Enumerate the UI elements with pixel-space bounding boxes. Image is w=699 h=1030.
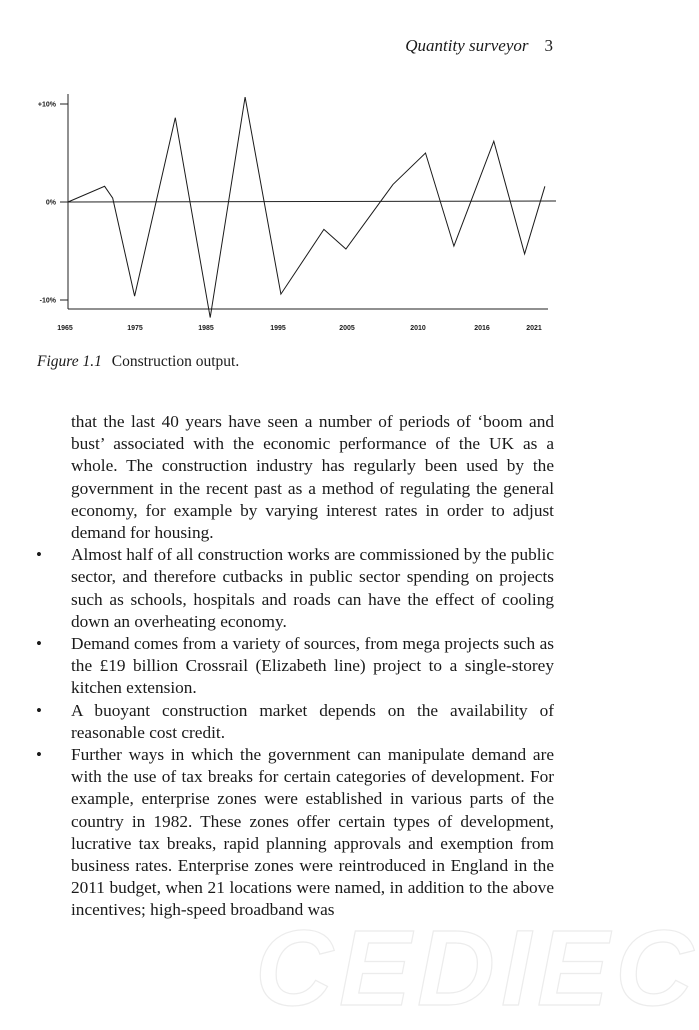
bullet-item: • Demand comes from a variety of sources, from mega projects such as the £19 billion Crossrail (Elizabeth line) project to a single-storey kitchen extension. [71, 633, 554, 700]
x-tick-label: 1985 [198, 325, 214, 332]
figure-caption-text: Construction output. [111, 353, 240, 370]
series-line [68, 97, 545, 318]
x-tick-label: 2010 [410, 325, 426, 332]
y-tick-label: +10% [37, 101, 56, 109]
bullet-item: • Further ways in which the government can manipulate demand are with the use of tax breaks for certain categories of development. For example, enterprise zones were established in various parts of the country in 1982. These zones offer certain types of development, lucrative tax breaks, rapid planning approvals and exemption from business rates. Enterprise zones were reintroduced in England in the 2011 budget, when 21 locations were named, in addition to the above incentives; high-speed broadband was [71, 744, 554, 922]
x-tick-label: 2021 [526, 325, 542, 332]
bullet-item: • A buoyant construction market depends on the availability of reasonable cost credit. [71, 700, 554, 744]
body-text [71, 411, 554, 922]
x-axis-ticks [57, 325, 542, 332]
x-tick-label: 2005 [339, 325, 355, 332]
running-head-title: Quantity surveyor [405, 36, 529, 55]
watermark: CEDIEC [255, 907, 699, 1028]
page-number: 3 [544, 36, 553, 55]
bullet-list [71, 544, 554, 921]
x-tick-label: 2016 [474, 325, 490, 332]
zero-baseline [68, 201, 556, 202]
y-tick-label: -10% [39, 297, 56, 305]
x-tick-label: 1975 [127, 325, 143, 332]
continuation-paragraph: that the last 40 years have seen a number of periods of ‘boom and bust’ associated with the economic performance of the UK as a whole. The construction industry has regularly been used by the government in the recent past as a method of regulating the general economy, for example by varying interest rates in order to adjust demand for housing. [71, 412, 554, 543]
bullet-item: • Almost half of all construction works are commissioned by the public sector, and therefore cutbacks in public sector spending on projects such as schools, hospitals and roads can have the effect of cooling down an overheating economy. [71, 544, 554, 633]
y-tick-label: 0% [45, 199, 56, 207]
figure-label: Figure 1.1 [37, 353, 102, 370]
running-head [405, 36, 553, 56]
x-tick-label: 1965 [57, 325, 73, 332]
construction-output-chart [0, 80, 605, 340]
y-axis-ticks [38, 102, 68, 305]
figure-caption [37, 353, 239, 371]
x-tick-label: 1995 [270, 325, 286, 332]
